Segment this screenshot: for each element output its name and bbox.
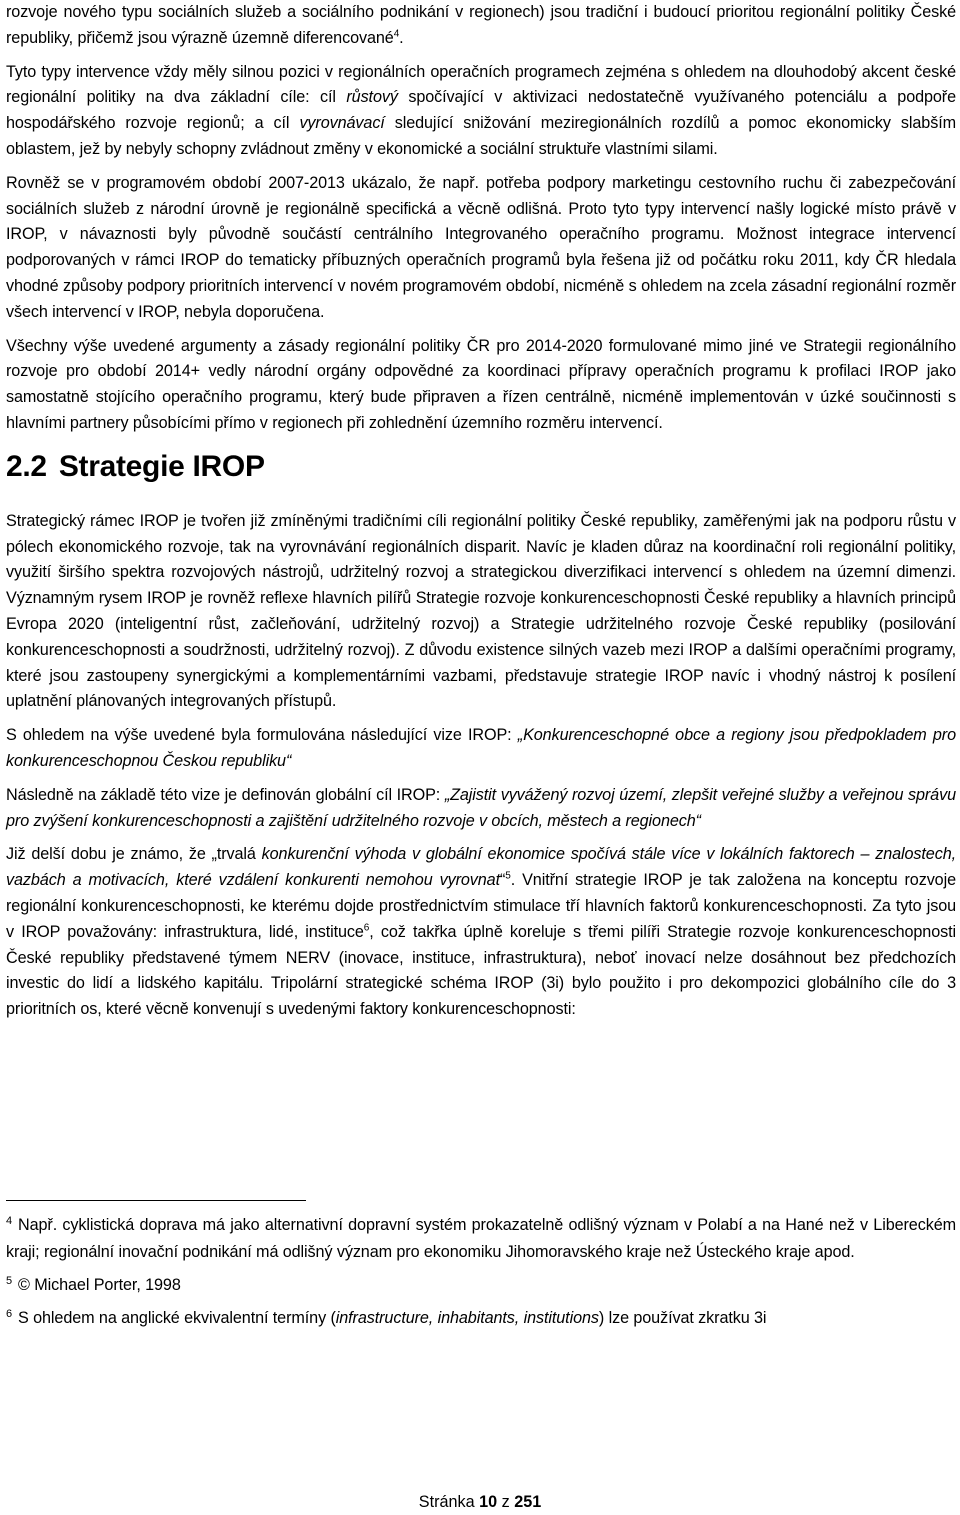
total-page-count: 251 — [514, 1493, 542, 1511]
section-title: Strategie IROP — [58, 449, 265, 483]
section-number: 2.2 — [6, 449, 47, 483]
page-content — [6, 0, 956, 1031]
text-run: . Vnitřní strategie IROP je tak založena na konceptu rozvoje regionální konkurenceschopnosti, ke kterému dojde prostřednictvím stimulace tří hlavních faktorů konkurenceschopnosti. Za tyto jsou v IROP považovány: infrastruktura, lidé, instituce — [6, 871, 956, 941]
page-label: Stránka — [418, 1493, 480, 1511]
italic-text: konkurenční výhoda v globální ekonomice spočívá stále více v lokálních faktorech – znalostech, vazbách a motivacích, které vzdálení konkurenti nemohou vyrovnat — [6, 845, 957, 890]
paragraph-jiz-delsi — [6, 842, 956, 1023]
text-run: ) lze používat zkratku 3i — [598, 1309, 767, 1327]
text-run: Následně na základě této vize je definován globální cíl IROP: — [6, 785, 445, 804]
paragraph-globalni-cil — [6, 783, 956, 835]
text-run: Tyto typy intervence vždy měly silnou pozici v regionálních operačních programech zejména s ohledem na dlouhodobý akcent české regionální politiky na dva základní cíle: cíl — [6, 62, 956, 107]
paragraph-intro-cont — [6, 0, 956, 52]
footnote-ref: 5 — [505, 870, 511, 882]
paragraph-strategicky-ramec — [6, 509, 956, 715]
footnote-4 — [6, 1212, 956, 1266]
paragraph-typy-intervence — [6, 60, 956, 163]
footnote-ref: 6 — [363, 922, 370, 934]
italic-text: „Zajistit vyvážený rozvoj území, zlepšit veřejné služby a veřejnou správu pro zvýšení konkurenceschopnosti a zajištění udržitelného rozvoje v obcích, městech a regionech“ — [6, 785, 956, 830]
text-run: rozvoje nového typu sociálních služeb a sociálního podnikání v regionech) jsou tradiční i budoucí prioritou regionální politiky České republiky, přičemž jsou výrazně územně diferencované — [6, 3, 956, 47]
paragraphs-after-heading — [6, 509, 956, 1023]
italic-text: infrastructure, inhabitants, institutions — [335, 1309, 599, 1327]
paragraphs-before-heading — [6, 0, 956, 437]
text-run: © Michael Porter, 1998 — [18, 1276, 181, 1294]
page-footer — [0, 1492, 960, 1512]
text-run: Všechny výše uvedené argumenty a zásady regionální politiky ČR pro 2014-2020 formulované mimo jiné ve Strategii regionálního rozvoje pro období 2014+ vedly národní orgány odpovědné za koordinaci přípravy operačních programu k profilaci IROP jako samostatně stojícího operačního programu, který bude připraven a řízen centrálně, nicméně implementován v úzké součinnosti s hlavními partnery působícími přímo v regionech při zohlednění územního rozměru intervencí. — [6, 336, 956, 432]
footnote-6 — [6, 1305, 956, 1332]
paragraph-vize — [6, 723, 956, 775]
text-run: Již delší dobu je známo, že „trvalá — [6, 845, 262, 864]
footnote-ref: 4 — [393, 28, 400, 40]
text-run: S ohledem na anglické ekvivalentní termíny ( — [18, 1309, 336, 1327]
text-run: sledující snižování meziregionálních rozdílů a pomoc ekonomicky slabším oblastem, jež by nebyly schopny zvládnout změny v ekonomické a sociální struktuře vlastními silami. — [6, 114, 956, 158]
italic-text: vyrovnávací — [299, 114, 385, 133]
page-separator: z — [497, 1493, 515, 1511]
italic-text: „Konkurenceschopné obce a regiony jsou předpokladem pro konkurenceschopnou Českou republiku“ — [6, 726, 956, 770]
paragraph-rovnez — [6, 171, 956, 326]
text-run: Strategický rámec IROP je tvořen již zmíněnými tradičními cíli regionální politiky České republiky, zaměřenými jak na podporu růstu v pólech ekonomického rozvoje, tak na vyrovnávání regionálních disparit. Navíc je kladen důraz na koordinační roli regionální politiky, využití širšího spektra rozvojových nástrojů, udržitelný rozvoj a strategickou diverzifikaci intervencí s ohledem na územní dimenzi. Významným rysem IROP je rovněž reflexe hlavních pilířů Strategie rozvoje konkurenceschopnosti České republiky a hlavních principů Evropa 2020 (inteligentní růst, začleňování, udržitelný rozvoj) a Strategie udržitelného rozvoje České republiky (posilování konkurenceschopnosti a soudržnosti, udržitelný rozvoj). Z důvodu existence silných vazeb mezi IROP a dalšími operačními programy, které jsou zastoupeny synergickými a komplementárními vazbami, představuje strategie IROP navíc i vhodný nástroj k posílení uplatnění plánovaných integrovaných přístupů. — [6, 511, 956, 711]
text-run: S ohledem na výše uvedené byla formulována následující vize IROP: — [6, 726, 518, 745]
text-run: , což takřka úplně koreluje s třemi pilíři Strategie rozvoje konkurenceschopnosti České republiky představené týmem NERV (inovace, instituce, infrastruktura), neboť inovací nelze dosáhnout bez předchozích investic do lidí a lidského kapitálu. Tripolární strategické schéma IROP (3i) bylo použito i pro dekompozici globálního cíle do 3 prioritních os, které věcně konvenují s uvedenými faktory konkurenceschopnosti: — [6, 922, 956, 1019]
text-run: spočívající v aktivizaci nedostatečně využívaného potenciálu a podpoře hospodářského rozvoje regionů; a cíl — [6, 88, 956, 133]
footnote-number: 6 — [6, 1307, 13, 1320]
footnote-separator — [6, 1200, 306, 1201]
footnotes — [6, 1212, 956, 1338]
footnote-number: 5 — [6, 1274, 13, 1287]
text-run: . — [399, 28, 404, 47]
section-heading — [6, 449, 956, 485]
footnote-5 — [6, 1272, 956, 1299]
text-run: Rovněž se v programovém období 2007-2013 ukázalo, že např. potřeba podpory marketingu cestovního ruchu či zabezpečování sociálních služeb z národní úrovně je regionálně specifická a věcně odlišná. Proto tyto typy intervencí našly logické místo právě v IROP, v návaznosti byly původně součástí centrálního Integrovaného operačního programu. Možnost integrace intervencí podporovaných v rámci IROP do tematicky příbuzných operačních programů byla řešena již od počátku roku 2011, kdy ČR hledala vhodné způsoby podpory prioritních intervencí v novém programovém období, nicméně s ohledem na zcela zásadní regionální rozměr všech intervencí v IROP, nebyla doporučena. — [6, 173, 956, 321]
paragraph-vsechny — [6, 334, 956, 437]
current-page-number: 10 — [479, 1493, 498, 1511]
text-run: Např. cyklistická doprava má jako alternativní dopravní systém prokazatelně odlišný význam v Polabí a na Hané než v Libereckém kraji; regionální inovační podnikání má odlišný význam pro ekonomiku Jihomoravského kraje než Ústeckého kraje apod. — [6, 1216, 956, 1261]
italic-text: růstový — [346, 88, 398, 107]
text-run: “ — [499, 871, 506, 890]
footnote-number: 4 — [6, 1214, 13, 1227]
